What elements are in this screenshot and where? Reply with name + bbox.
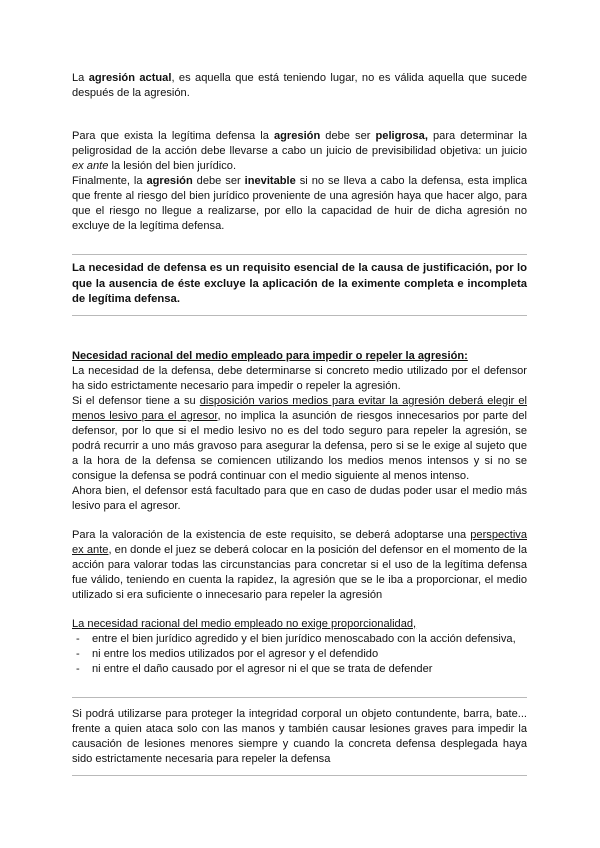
paragraph-agresion-peligrosa: Para que exista la legítima defensa la agresión debe ser peligrosa, para determinar la peligrosidad de la acción debe llevarse a cabo un juicio de previsibilidad objetiva: un juicio ex ante la lesión del bien jurídico. — [72, 130, 527, 172]
boxed-note-integridad-corporal: Si podrá utilizarse para proteger la integridad corporal un objeto contundente, barra, bate... frente a quien ataca solo con las manos y también causar lesiones graves para impedir la causación de lesiones menores siempre y cuando la concreta defensa desplegada haya sido estrictamente necesaria para repeler la defensa — [72, 707, 527, 765]
section-paragraph-3: Ahora bien, el defensor está facultado para que en caso de dudas poder usar el medio más lesivo para el agresor. — [72, 484, 527, 512]
term-peligrosa: peligrosa, — [375, 130, 428, 142]
list-heading: La necesidad racional del medio empleado no exige proporcionalidad, — [72, 617, 417, 630]
term-inevitable: inevitable — [244, 175, 296, 187]
paragraph-agresion-actual: La agresión actual, es aquella que está teniendo lugar, no es válida aquella que sucede después de la agresión. — [72, 72, 527, 99]
term-ex-ante: ex ante — [72, 160, 109, 172]
section-paragraph-1: La necesidad de la defensa, debe determinarse si concreto medio utilizado por el defensor ha sido estrictamente necesario para impedir o repeler la agresión. — [72, 364, 527, 392]
list-item: - ni entre los medios utilizados por el agresor y el defendido — [72, 647, 527, 662]
list-item: - ni entre el daño causado por el agresor ni el que se trata de defender — [72, 662, 527, 677]
term-agresion-actual: agresión actual — [88, 72, 172, 84]
section-heading: Necesidad racional del medio empleado para impedir o repeler la agresión: — [72, 349, 468, 362]
underlined-phrase: perspectiva ex ante — [72, 528, 527, 556]
section-paragraph-4: Para la valoración de la existencia de este requisito, se deberá adoptarse una perspectiva ex ante, en donde el juez se deberá colocar en la posición del defensor en el momento de la acción para valorar todas las circunstancias para concretar si el uso de la legítima defensa fue válido, teniendo en cuenta la rapidez, la agresión que se le iba a proporcionar, el medio utilizado si era suficiente o innecesario para repeler la agresión — [72, 528, 527, 601]
paragraph-agresion-inevitable: Finalmente, la agresión debe ser inevitable si no se lleva a cabo la defensa, esta implica que frente al riesgo del bien jurídico proveniente de una agresión haya que hacer algo, para que el riesgo no llegue a realizarse, por ello la capacidad de huir de dicha agresión no excluye de la legítima defensa. — [72, 175, 527, 232]
list-item: - entre el bien jurídico agredido y el bien jurídico menoscabado con la acción defensiva, — [72, 632, 527, 647]
term-agresion: agresión — [273, 130, 321, 142]
divider-line — [72, 775, 527, 776]
underlined-phrase: disposición varios medios para evitar la agresión deberá elegir el menos lesivo para el agresor — [72, 394, 528, 422]
proporcionalidad-list — [72, 632, 527, 677]
document-page — [72, 71, 527, 776]
boxed-note-necesidad-defensa: La necesidad de defensa es un requisito esencial de la causa de justificación, por lo que la ausencia de éste excluye la aplicación de la eximente completa e incompleta de legítima defensa. — [72, 262, 527, 305]
term-agresion: agresión — [146, 175, 193, 187]
section-paragraph-2: Si el defensor tiene a su disposición varios medios para evitar la agresión deberá elegir el menos lesivo para el agresor, no implica la asunción de riesgos innecesarios por parte del defensor, por lo que si el medio lesivo no es del todo seguro para repeler la agresión, se podrá recurrir a uno más gravoso para asegurar la defensa, pero si se le exige al sujeto que a la hora de la defensa se comiencen utilizando los medios menos intensos y si no se consigue la defensa se podrá continuar con el medio siguiente al menos intenso. — [72, 394, 528, 482]
